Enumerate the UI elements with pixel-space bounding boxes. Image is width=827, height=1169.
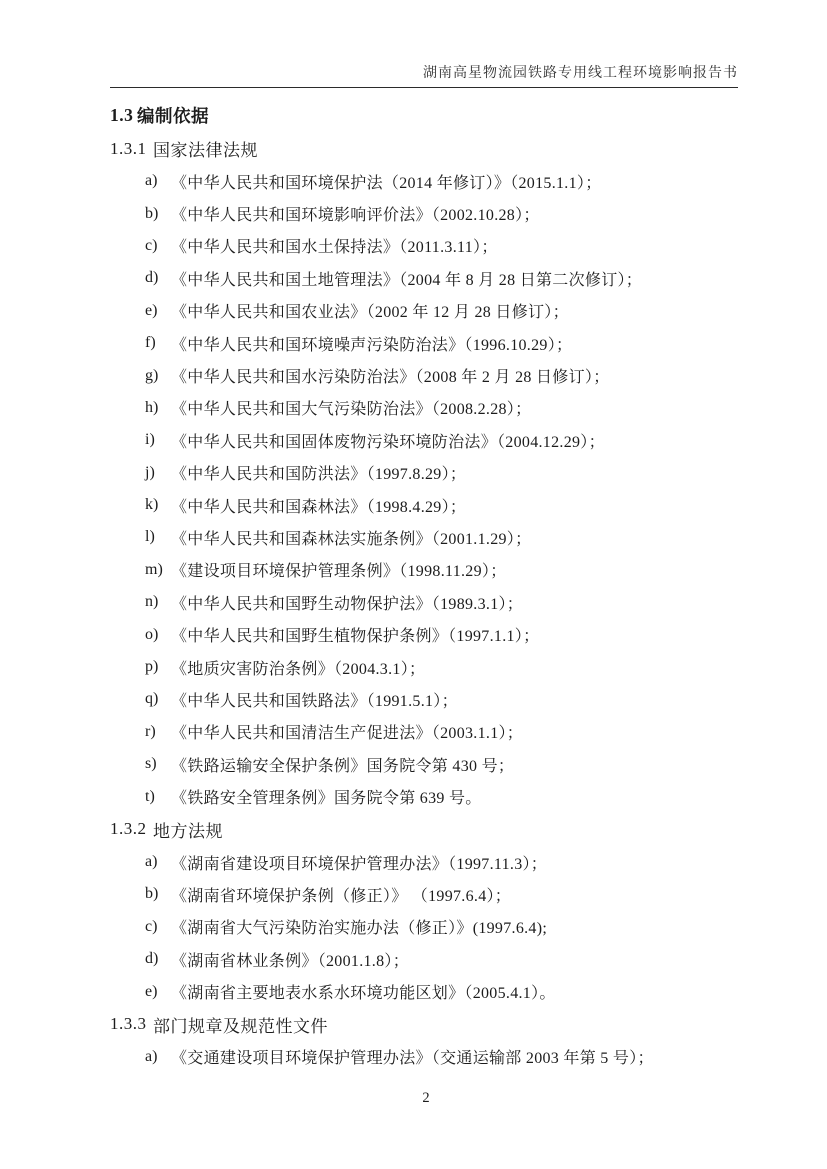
list-item: [110, 424, 742, 456]
subsection-number: 1.3.2: [110, 819, 147, 839]
list-item-text: 《湖南省建设项目环境保护管理办法》（1997.11.3）；: [171, 855, 548, 873]
list-item-label: c): [145, 236, 158, 254]
list-item-text: 《中华人民共和国固体废物污染环境防治法》（2004.12.29）；: [171, 433, 605, 451]
list-item-label: i): [145, 431, 155, 449]
list-item-text: 《中华人民共和国森林法》（1998.4.29）；: [171, 498, 467, 516]
list-item: [110, 618, 742, 650]
list-item-label: r): [145, 722, 156, 740]
list-item: [110, 1041, 742, 1073]
list-item-label: q): [145, 690, 159, 708]
list-item-text: 《中华人民共和国野生植物保护条例》（1997.1.1）；: [171, 628, 540, 646]
subsection-number: 1.3.3: [110, 1014, 147, 1034]
list-item: [110, 878, 742, 910]
list-item-label: e): [145, 982, 158, 1000]
list-item-label: m): [145, 560, 163, 578]
list-item: [110, 197, 742, 229]
list-item-label: t): [145, 787, 155, 805]
list-item-label: b): [145, 204, 159, 222]
list-item-text: 《中华人民共和国大气污染防治法》（2008.2.28）；: [171, 401, 532, 419]
list-item-label: k): [145, 496, 159, 514]
section-title: 编制依据: [137, 106, 209, 126]
list-item-label: h): [145, 398, 159, 416]
list-item-text: 《中华人民共和国环境影响评价法》（2002.10.28）；: [171, 207, 540, 225]
page-footer: [110, 1089, 742, 1107]
list-item: [110, 295, 742, 327]
list-item-label: b): [145, 885, 159, 903]
list-item-text: 《湖南省林业条例》（2001.1.8）；: [171, 952, 410, 970]
list-item: [110, 911, 742, 943]
list-item: [110, 165, 742, 197]
list-item-text: 《铁路安全管理条例》国务院令第 639 号。: [171, 790, 482, 808]
page-header: [110, 62, 738, 88]
list-item-label: o): [145, 625, 159, 643]
list-item-text: 《中华人民共和国水污染防治法》（2008 年 2 月 28 日修订）；: [171, 369, 610, 387]
page-number: 2: [422, 1090, 430, 1106]
list-item-label: d): [145, 269, 159, 287]
list-item-text: 《中华人民共和国环境保护法（2014 年修订）》（2015.1.1）；: [171, 174, 602, 192]
subsection-title: 部门规章及规范性文件: [153, 1016, 328, 1036]
list-item-text: 《中华人民共和国农业法》（2002 年 12 月 28 日修订）；: [171, 304, 569, 322]
list-item: [110, 327, 742, 359]
list-item-text: 《地质灾害防治条例》（2004.3.1）；: [171, 660, 426, 678]
document-body: [110, 99, 742, 1073]
list-item: [110, 651, 742, 683]
list-item: [110, 521, 742, 553]
list-item: [110, 683, 742, 715]
list-item-text: 《中华人民共和国水土保持法》（2011.3.11）；: [171, 239, 498, 257]
list-item: [110, 359, 742, 391]
list-item-label: p): [145, 658, 159, 676]
list-item: [110, 489, 742, 521]
list-item-label: e): [145, 301, 158, 319]
subsection-heading: [110, 1008, 742, 1041]
subsection-title: 国家法律法规: [153, 141, 258, 160]
list-item-text: 《湖南省大气污染防治实施办法（修正）》(1997.6.4);: [171, 920, 548, 938]
list-item-text: 《湖南省环境保护条例（修正）》 （1997.6.4）；: [171, 887, 512, 905]
subsection-number: 1.3.1: [110, 138, 147, 158]
list-item-label: g): [145, 366, 159, 384]
header-title: 湖南高星物流园铁路专用线工程环境影响报告书: [110, 62, 738, 88]
subsection-heading: [110, 813, 742, 846]
list-item: [110, 262, 742, 294]
list-item: [110, 716, 742, 748]
list-item-text: 《中华人民共和国野生动物保护法》（1989.3.1）；: [171, 595, 524, 613]
list-item-text: 《中华人民共和国铁路法》（1991.5.1）；: [171, 692, 458, 710]
list-item-label: s): [145, 755, 157, 773]
list-item-text: 《交通建设项目环境保护管理办法》（交通运输部 2003 年第 5 号）；: [171, 1050, 654, 1068]
subsection-title: 地方法规: [153, 821, 223, 841]
list-item-text: 《铁路运输安全保护条例》国务院令第 430 号；: [171, 757, 515, 775]
list-item: [110, 780, 742, 812]
section-number: 1.3: [110, 105, 134, 125]
list-item-text: 《中华人民共和国土地管理法》（2004 年 8 月 28 日第二次修订）；: [171, 271, 643, 289]
list-item-label: d): [145, 950, 159, 968]
list-item-label: f): [145, 334, 156, 352]
list-item: [110, 975, 742, 1007]
list-item-text: 《中华人民共和国森林法实施条例》（2001.1.29）；: [171, 530, 532, 548]
section-heading: [110, 99, 742, 132]
list-item: [110, 748, 742, 780]
list-item-text: 《中华人民共和国防洪法》（1997.8.29）；: [171, 466, 467, 484]
list-item-label: n): [145, 593, 159, 611]
list-item-label: a): [145, 1047, 158, 1065]
list-item-label: a): [145, 853, 158, 870]
list-item-text: 《中华人民共和国环境噪声污染防治法》（1996.10.29）；: [171, 336, 573, 354]
list-item-text: 《建设项目环境保护管理条例》（1998.11.29）；: [171, 563, 507, 581]
list-item-text: 《中华人民共和国清洁生产促进法》（2003.1.1）；: [171, 725, 524, 743]
list-item: [110, 230, 742, 262]
list-item-label: c): [145, 917, 158, 935]
subsection-heading: [110, 132, 742, 165]
list-item: [110, 586, 742, 618]
list-item: [110, 457, 742, 489]
list-item-label: j): [145, 463, 155, 481]
list-item: [110, 554, 742, 586]
list-item: [110, 846, 742, 878]
list-item-label: l): [145, 528, 155, 546]
list-item: [110, 392, 742, 424]
list-item: [110, 943, 742, 975]
list-item-label: a): [145, 172, 158, 190]
list-item-text: 《湖南省主要地表水系水环境功能区划》（2005.4.1）。: [171, 985, 556, 1003]
